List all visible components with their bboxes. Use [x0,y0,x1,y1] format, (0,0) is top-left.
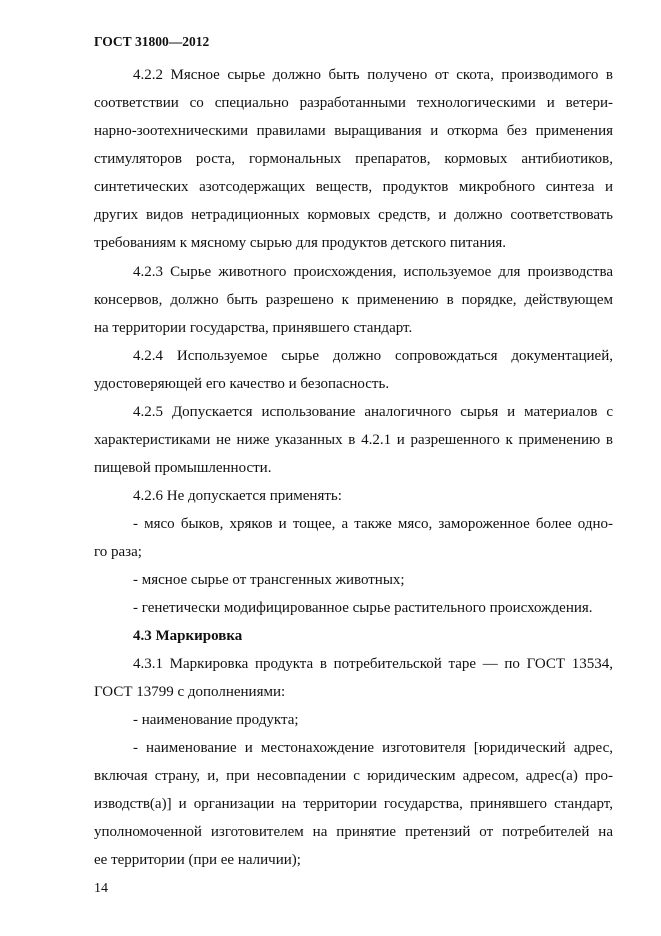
text-line: синтетических азотсодержащих веществ, продуктов микробного синтеза и [94,179,613,195]
text-line: консервов, должно быть разрешено к применению в порядке, действующем [94,292,613,308]
text-line: 4.2.6 Не допускается применять: [133,488,342,504]
text-line: удостоверяющей его качество и безопасность. [94,376,390,392]
text-line: - мясо быков, хряков и тощее, а также мясо, замороженное более одно- [133,516,613,532]
text-line: - наименование продукта; [133,712,299,728]
text-line: уполномоченной изготовителем на принятие претензий от потребителей на [94,824,613,840]
text-line: 4.2.5 Допускается использование аналогичного сырья и материалов с [133,404,613,420]
text-line: других видов нетрадиционных кормовых средств, и должно соответствовать [94,207,613,223]
text-line: характеристиками не ниже указанных в 4.2.1 и разрешенного к применению в [94,432,613,448]
document-header: ГОСТ 31800—2012 [94,34,210,49]
text-line: 4.3.1 Маркировка продукта в потребительской таре — по ГОСТ 13534, [133,656,613,672]
text-line: - наименование и местонахождение изготовителя [юридический адрес, [133,740,613,756]
text-line: го раза; [94,544,142,560]
text-line: включая страну, и, при несовпадении с юридическим адресом, адрес(а) про- [94,768,613,784]
text-line: ГОСТ 13799 с дополнениями: [94,684,286,700]
text-line: требованиям к мясному сырью для продуктов детского питания. [94,235,507,251]
section-heading: 4.3 Маркировка [133,628,243,644]
text-line: 4.2.4 Используемое сырье должно сопровождаться документацией, [133,348,613,364]
text-line: нарно-зоотехническими правилами выращивания и откорма без применения [94,123,613,139]
page-number: 14 [94,881,108,896]
text-line: изводств(а)] и организации на территории государства, принявшего стандарт, [94,796,613,812]
text-line: ее территории (при ее наличии); [94,852,301,868]
text-line: на территории государства, принявшего стандарт. [94,320,413,336]
text-line: - генетически модифицированное сырье растительного происхождения. [133,600,593,616]
text-line: 4.2.2 Мясное сырье должно быть получено от скота, производимого в [133,67,613,83]
text-line: - мясное сырье от трансгенных животных; [133,572,405,588]
text-line: пищевой промышленности. [94,460,272,476]
text-line: стимуляторов роста, гормональных препаратов, кормовых антибиотиков, [94,151,613,167]
text-line: 4.2.3 Сырье животного происхождения, используемое для производства [133,264,613,280]
text-line: соответствии со специально разработанными технологическими и ветери- [94,95,613,111]
